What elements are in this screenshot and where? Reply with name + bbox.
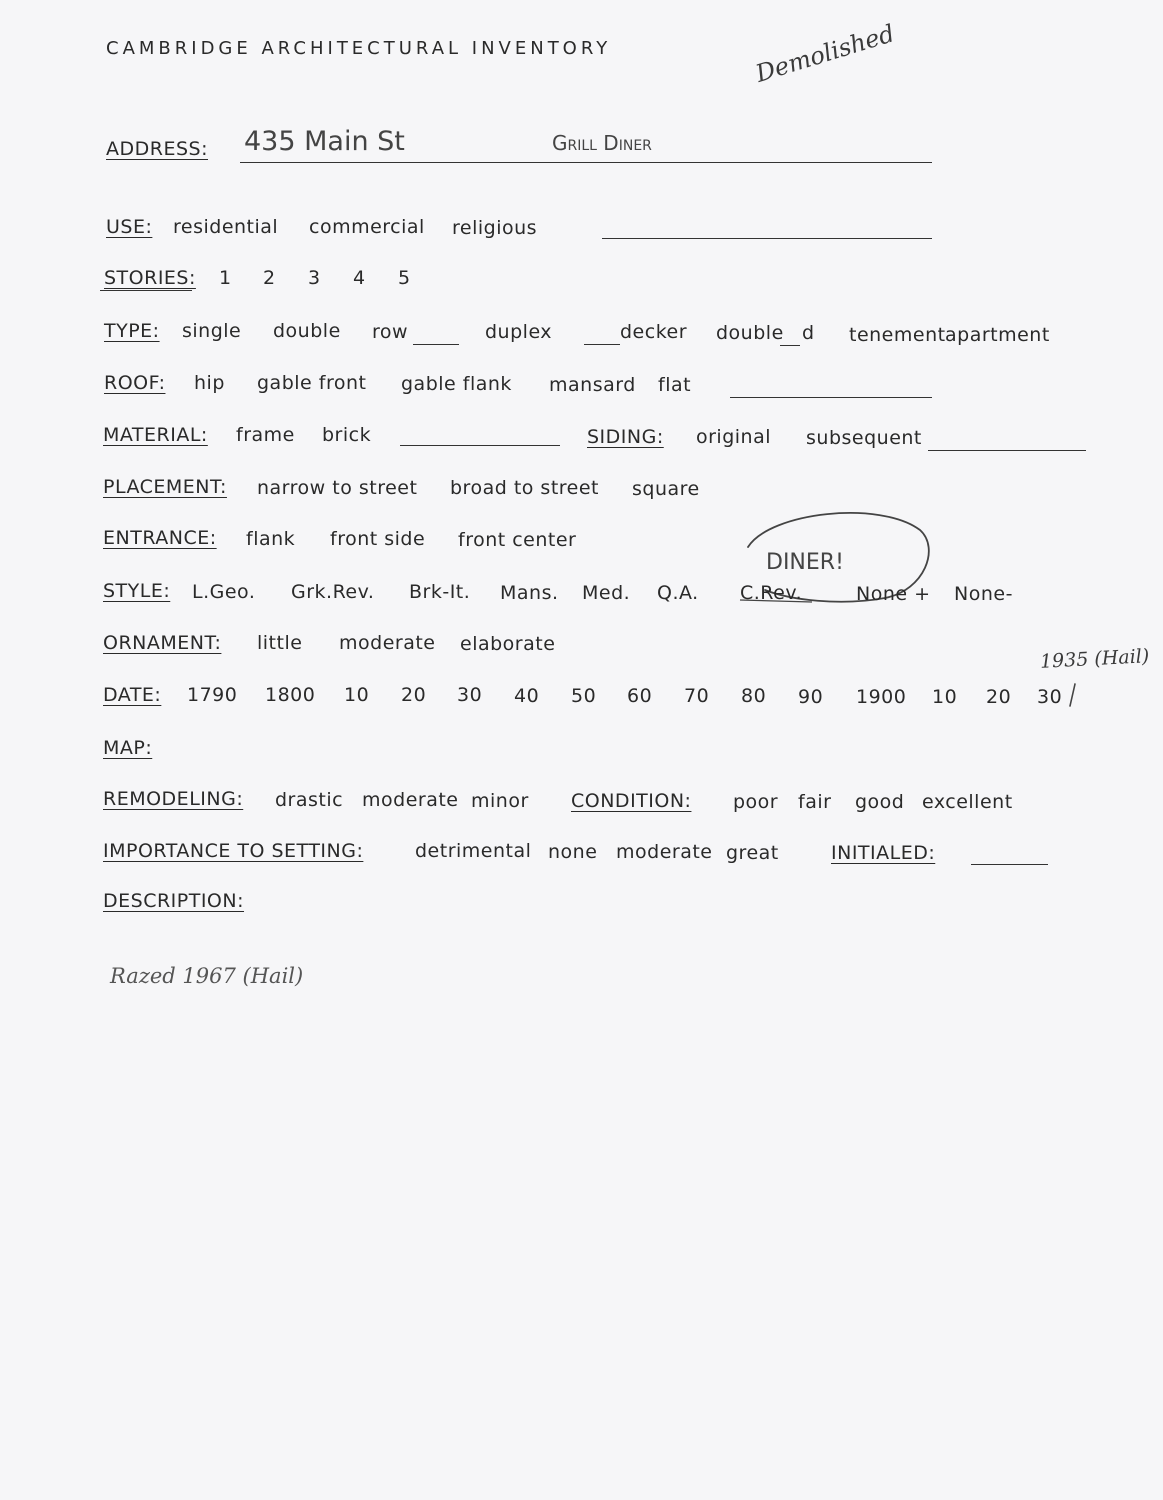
date-option: 60 bbox=[627, 685, 653, 707]
roof-option: flat bbox=[658, 374, 692, 396]
material-option: frame bbox=[236, 424, 295, 446]
demolished-note: Demolished bbox=[752, 19, 898, 88]
ornament-option: little bbox=[257, 632, 303, 654]
siding-option: original bbox=[696, 426, 772, 448]
style-label: STYLE: bbox=[103, 580, 171, 602]
date-option: 90 bbox=[798, 686, 824, 708]
type-option: double bbox=[716, 322, 784, 344]
entrance-option: front side bbox=[330, 528, 426, 550]
roof-option: hip bbox=[194, 372, 225, 394]
style-option: None + bbox=[856, 583, 931, 605]
placement-label: PLACEMENT: bbox=[103, 476, 227, 498]
type-label: TYPE: bbox=[104, 320, 160, 342]
description-label: DESCRIPTION: bbox=[103, 890, 245, 912]
style-option: None- bbox=[954, 583, 1013, 605]
siding-label: SIDING: bbox=[587, 426, 664, 448]
remodeling-option: drastic bbox=[275, 789, 344, 811]
condition-option: good bbox=[855, 791, 905, 813]
importance-option: great bbox=[726, 842, 779, 864]
material-option: brick bbox=[322, 424, 372, 446]
entrance-option: flank bbox=[246, 528, 296, 550]
style-option: Med. bbox=[582, 582, 631, 604]
date-label: DATE: bbox=[103, 684, 162, 706]
type-option: apartment bbox=[945, 324, 1050, 346]
description-note: Razed 1967 (Hail) bbox=[110, 964, 304, 988]
date-option: 30 bbox=[457, 684, 483, 706]
roof-option: gable front bbox=[257, 372, 367, 394]
building-name: Grill Diner bbox=[552, 131, 652, 155]
importance-option: moderate bbox=[616, 841, 713, 863]
address-label: ADDRESS: bbox=[106, 138, 208, 160]
use-label: USE: bbox=[106, 216, 153, 238]
style-option: Q.A. bbox=[657, 582, 699, 604]
date-option: 1900 bbox=[856, 686, 907, 708]
placement-option: square bbox=[632, 478, 700, 500]
placement-option: narrow to street bbox=[257, 477, 418, 499]
condition-option: fair bbox=[798, 791, 832, 813]
style-option: Mans. bbox=[500, 582, 559, 604]
ornament-option: elaborate bbox=[460, 633, 556, 655]
importance-label: IMPORTANCE TO SETTING: bbox=[103, 840, 364, 862]
ornament-option: moderate bbox=[339, 632, 436, 654]
stories-option: 1 bbox=[219, 267, 232, 289]
importance-option: none bbox=[548, 841, 598, 863]
date-option: 20 bbox=[401, 684, 427, 706]
diner-note: DINER! bbox=[766, 550, 844, 575]
date-note: 1935 (Hail) bbox=[1039, 645, 1150, 673]
style-option: C.Rev. bbox=[740, 582, 803, 604]
roof-option: mansard bbox=[549, 374, 636, 396]
condition-option: poor bbox=[733, 791, 779, 813]
style-option: Brk-It. bbox=[409, 581, 471, 603]
type-option: duplex bbox=[485, 321, 553, 343]
entrance-option: front center bbox=[458, 529, 577, 551]
stories-option: 4 bbox=[353, 267, 366, 289]
type-option: d bbox=[802, 322, 815, 344]
date-option: 1800 bbox=[265, 684, 316, 706]
style-option: Grk.Rev. bbox=[291, 581, 375, 603]
stories-option: 3 bbox=[308, 267, 321, 289]
type-option: row bbox=[372, 321, 409, 343]
condition-option: excellent bbox=[922, 791, 1013, 813]
date-option: 20 bbox=[986, 686, 1012, 708]
remodeling-label: REMODELING: bbox=[103, 788, 244, 810]
type-option: double bbox=[273, 320, 341, 342]
date-option: 30 bbox=[1037, 686, 1063, 708]
siding-option: subsequent bbox=[806, 427, 922, 449]
type-option: single bbox=[182, 320, 242, 342]
type-option: tenement bbox=[849, 324, 946, 346]
remodeling-option: moderate bbox=[362, 789, 459, 811]
date-option: 50 bbox=[571, 685, 597, 707]
importance-option: detrimental bbox=[415, 840, 532, 862]
date-option: 1790 bbox=[187, 684, 238, 706]
material-label: MATERIAL: bbox=[103, 424, 208, 446]
roof-label: ROOF: bbox=[104, 372, 166, 394]
initialed-line bbox=[971, 864, 1048, 865]
use-option: commercial bbox=[309, 216, 425, 238]
date-option: 40 bbox=[514, 685, 540, 707]
type-option: decker bbox=[620, 321, 688, 343]
date-option: 10 bbox=[932, 686, 958, 708]
use-option: religious bbox=[452, 217, 538, 239]
stories-label: STORIES: bbox=[104, 267, 196, 289]
date-option: 10 bbox=[344, 684, 370, 706]
roof-option: gable flank bbox=[401, 373, 512, 395]
placement-option: broad to street bbox=[450, 477, 600, 499]
date-option: 70 bbox=[684, 685, 710, 707]
entrance-label: ENTRANCE: bbox=[103, 527, 217, 549]
form-title: CAMBRIDGE ARCHITECTURAL INVENTORY bbox=[106, 38, 612, 59]
initialed-label: INITIALED: bbox=[831, 842, 936, 864]
address-value: 435 Main St bbox=[244, 126, 405, 157]
ornament-label: ORNAMENT: bbox=[103, 632, 222, 654]
stories-option: 2 bbox=[263, 267, 276, 289]
condition-label: CONDITION: bbox=[571, 790, 692, 812]
use-option: residential bbox=[173, 216, 279, 238]
stories-option: 5 bbox=[398, 267, 411, 289]
style-option: L.Geo. bbox=[192, 581, 256, 603]
remodeling-option: minor bbox=[471, 790, 529, 812]
map-label: MAP: bbox=[103, 737, 153, 759]
date-option: 80 bbox=[741, 685, 767, 707]
